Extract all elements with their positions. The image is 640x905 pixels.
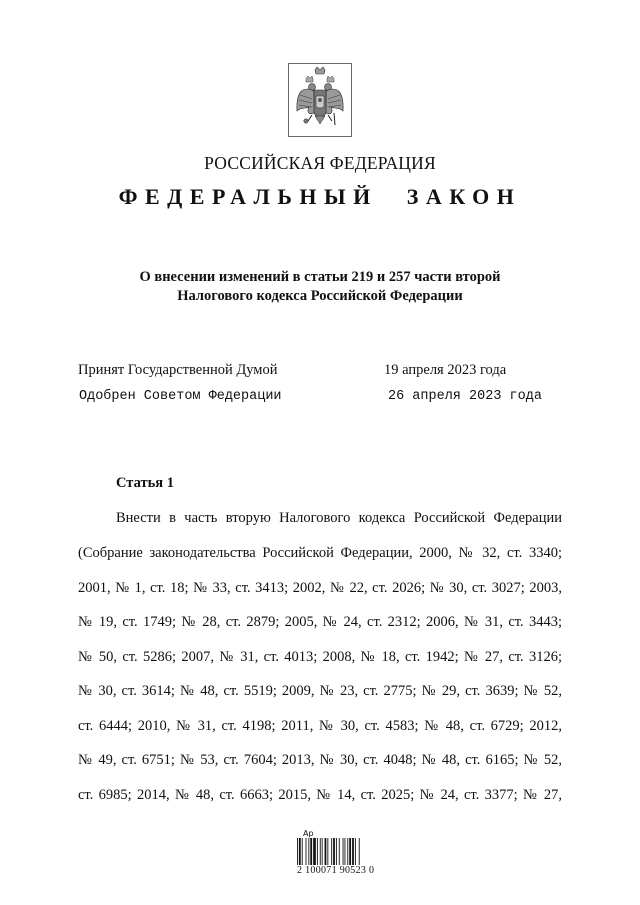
barcode-number: 2 100071 90523 0 xyxy=(297,865,375,876)
registration-stamp: Ар xyxy=(303,829,314,838)
law-title: ФЕДЕРАЛЬНЫЙ ЗАКОН xyxy=(118,184,522,209)
article-text-line: № 19, ст. 1749; № 28, ст. 2879; 2005, № 24, ст. 2312; 2006, № 31, ст. 3443; xyxy=(78,614,562,630)
council-approval-date: 26 апреля 2023 года xyxy=(388,389,542,404)
article-text-line: № 49, ст. 6751; № 53, ст. 7604; 2013, № 30, ст. 4048; № 48, ст. 6165; № 52, xyxy=(78,752,562,768)
article-text-line: (Собрание законодательства Российской Федерации, 2000, № 32, ст. 3340; xyxy=(78,545,562,561)
article-text-line: № 50, ст. 5286; 2007, № 31, ст. 4013; 2008, № 18, ст. 1942; № 27, ст. 3126; xyxy=(78,649,562,665)
article-text-line: 2001, № 1, ст. 18; № 33, ст. 3413; 2002, № 22, ст. 2026; № 30, ст. 3027; 2003, xyxy=(78,580,562,596)
country-name: РОССИЙСКАЯ ФЕДЕРАЦИЯ xyxy=(204,153,436,173)
duma-adoption-label: Принят Государственной Думой xyxy=(78,362,278,378)
law-subject-line: Налогового кодекса Российской Федерации xyxy=(177,288,463,304)
duma-adoption-date: 19 апреля 2023 года xyxy=(384,362,507,378)
law-subject xyxy=(0,268,640,306)
council-approval-label: Одобрен Советом Федерации xyxy=(79,389,282,404)
article-text-line: № 30, ст. 3614; № 48, ст. 5519; 2009, № 23, ст. 2775; № 29, ст. 3639; № 52, xyxy=(78,683,562,699)
article-text-line: ст. 6985; 2014, № 48, ст. 6663; 2015, № 14, ст. 2025; № 24, ст. 3377; № 27, xyxy=(78,787,562,803)
barcode-icon xyxy=(297,838,383,868)
russian-coat-of-arms-icon xyxy=(288,63,352,137)
article-title: Статья 1 xyxy=(116,475,174,491)
article-text-line: ст. 6444; 2010, № 31, ст. 4198; 2011, № 30, ст. 4583; № 48, ст. 6729; 2012, xyxy=(78,718,562,734)
law-subject-line: О внесении изменений в статьи 219 и 257 части второй xyxy=(139,269,501,285)
article-text-line: Внести в часть вторую Налогового кодекса Российской Федерации xyxy=(116,510,562,526)
